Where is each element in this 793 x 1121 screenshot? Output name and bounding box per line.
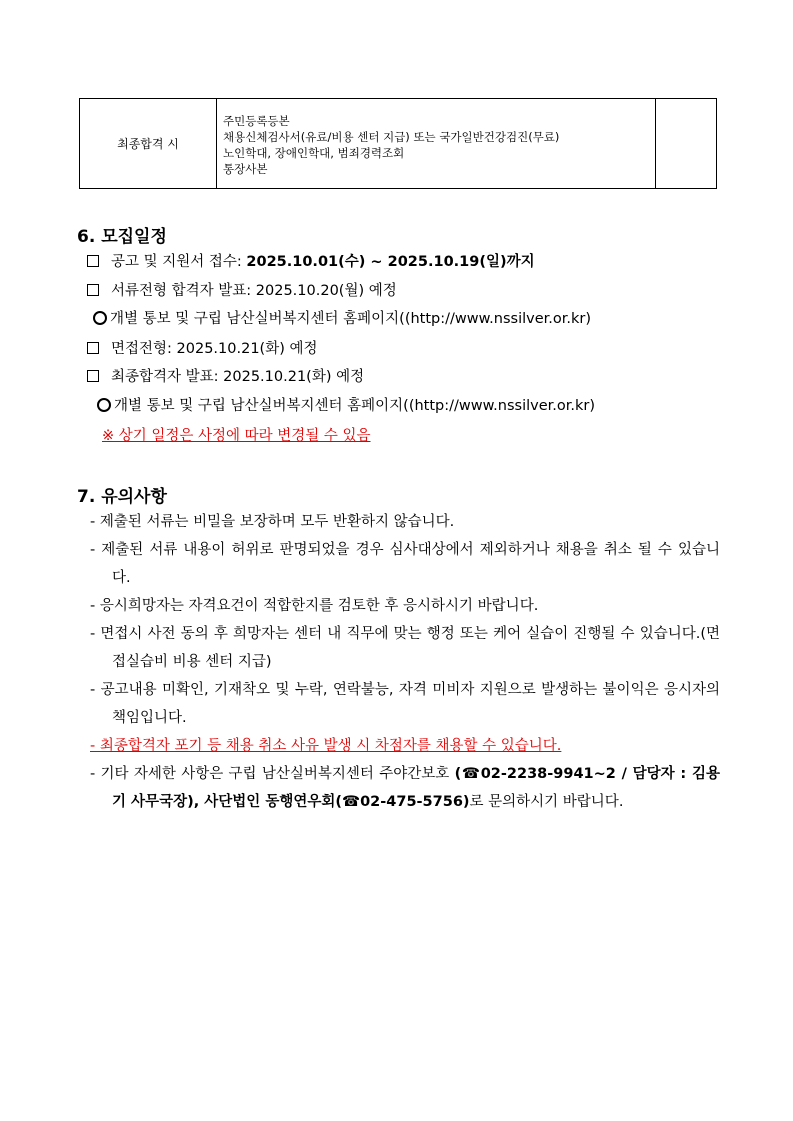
checkbox-icon bbox=[87, 370, 99, 382]
schedule-title: 6. 모집일정 bbox=[77, 227, 167, 247]
document-item: 채용신체검사서(유료/비용 센터 지급) 또는 국가일반건강검진(무료) bbox=[223, 129, 560, 144]
schedule-item-application: 공고 및 지원서 접수: 2025.10.01(수) ~ 2025.10.19(일)까지 bbox=[87, 252, 535, 272]
notice-item: - 제출된 서류는 비밀을 보장하며 모두 반환하지 않습니다. bbox=[90, 514, 455, 530]
schedule-item-final-result: 최종합격자 발표: 2025.10.21(화) 예정 bbox=[87, 367, 364, 387]
notice-item: - 공고내용 미확인, 기재착오 및 누락, 연락불능, 자격 미비자 지원으로 발생하는 불이익은 응시자의 책임입니다. bbox=[90, 682, 720, 726]
schedule-notification-2: 개별 통보 및 구립 남산실버복지센터 홈페이지((http://www.nssilver.or.kr) bbox=[97, 396, 595, 416]
circle-bullet-icon bbox=[97, 398, 111, 412]
notice-title: 7. 유의사항 bbox=[77, 487, 167, 507]
remark-cell bbox=[656, 99, 717, 189]
schedule-note: ※ 상기 일정은 사정에 따라 변경될 수 있음 bbox=[102, 428, 371, 444]
notice-item: - 면접시 사전 동의 후 희망자는 센터 내 직무에 맞는 행정 또는 케어 실습이 진행될 수 있습니다.(면접실습비 비용 센터 지급) bbox=[90, 626, 720, 670]
documents-cell bbox=[217, 99, 656, 189]
document-item: 노인학대, 장애인학대, 범죄경력조회 bbox=[223, 145, 405, 160]
document-item: 주민등록등본 bbox=[223, 113, 290, 128]
document-item: 통장사본 bbox=[223, 161, 268, 176]
notice-item-important: - 최종합격자 포기 등 채용 취소 사유 발생 시 차점자를 채용할 수 있습니다. bbox=[90, 738, 562, 754]
notice-item: - 응시희망자는 자격요건이 적합한지를 검토한 후 응시하시기 바랍니다. bbox=[90, 598, 539, 614]
schedule-item-document-result: 서류전형 합격자 발표: 2025.10.20(월) 예정 bbox=[87, 281, 397, 301]
notice-item-contact: - 기타 자세한 사항은 구립 남산실버복지센터 주야간보호 (☎02-2238-9941~2 / 담당자 : 김용기 사무국장), 사단법인 동행연우회(☎02-475-5756)로 문의하시기 바랍니다. bbox=[90, 766, 720, 810]
notice-item: - 제출된 서류 내용이 허위로 판명되었을 경우 심사대상에서 제외하거나 채용을 취소 될 수 있습니다. bbox=[90, 542, 720, 586]
circle-bullet-icon bbox=[93, 311, 107, 325]
checkbox-icon bbox=[87, 284, 99, 296]
notice-list bbox=[90, 508, 720, 816]
row-label: 최종합격 시 bbox=[80, 99, 217, 189]
checkbox-icon bbox=[87, 342, 99, 354]
schedule-item-interview: 면접전형: 2025.10.21(화) 예정 bbox=[87, 339, 318, 359]
required-documents-table bbox=[79, 98, 717, 189]
table-row bbox=[80, 99, 717, 189]
schedule-notification-1: 개별 통보 및 구립 남산실버복지센터 홈페이지((http://www.nssilver.or.kr) bbox=[93, 309, 591, 329]
checkbox-icon bbox=[87, 255, 99, 267]
